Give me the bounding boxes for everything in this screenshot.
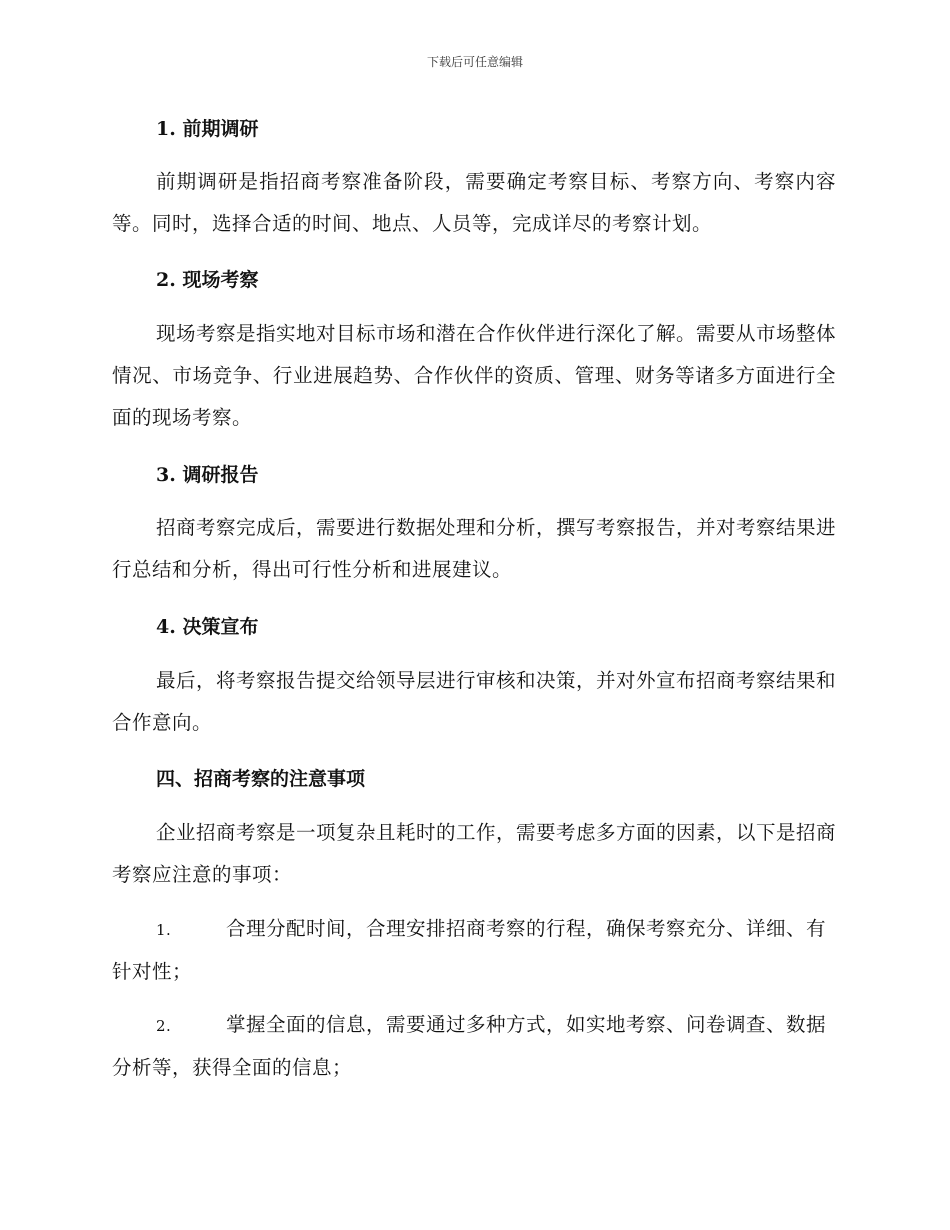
section-paragraph: 招商考察完成后，需要进行数据处理和分析，撰写考察报告，并对考察结果进行总结和分析，得出可行性分析和进展建议。 <box>112 516 837 581</box>
list-item <box>112 908 836 993</box>
list-item-text: 掌握全面的信息，需要通过多种方式，如实地考察、问卷调查、数据分析等，获得全面的信息； <box>112 1013 827 1079</box>
section-heading: 1. 前期调研 <box>156 118 259 140</box>
section-paragraph: 企业招商考察是一项复杂且耗时的工作，需要考虑多方面的因素，以下是招商考察应注意的事项： <box>112 821 837 886</box>
section-paragraph: 最后，将考察报告提交给领导层进行审核和决策，并对外宣布招商考察结果和合作意向。 <box>112 669 837 734</box>
section-paragraph: 现场考察是指实地对目标市场和潜在合作伙伴进行深化了解。需要从市场整体情况、市场竞争、行业进展趋势、合作伙伴的资质、管理、财务等诸多方面进行全面的现场考察。 <box>112 322 837 429</box>
section-heading: 四、招商考察的注意事项 <box>156 768 366 790</box>
section-heading: 3. 调研报告 <box>156 464 259 486</box>
list-item-text: 合理分配时间，合理安排招商考察的行程，确保考察充分、详细、有针对性； <box>112 917 827 983</box>
section-paragraph: 前期调研是指招商考察准备阶段，需要确定考察目标、考察方向、考察内容等。同时，选择合适的时间、地点、人员等，完成详尽的考察计划。 <box>112 170 836 235</box>
list-item-number: 2. <box>156 1017 172 1035</box>
section-heading: 2. 现场考察 <box>156 269 259 291</box>
section-heading: 4. 决策宣布 <box>156 616 259 638</box>
page-header-note: 下载后可任意编辑 <box>426 55 523 69</box>
list-item-number: 1. <box>156 921 172 939</box>
list-item <box>112 1004 836 1089</box>
